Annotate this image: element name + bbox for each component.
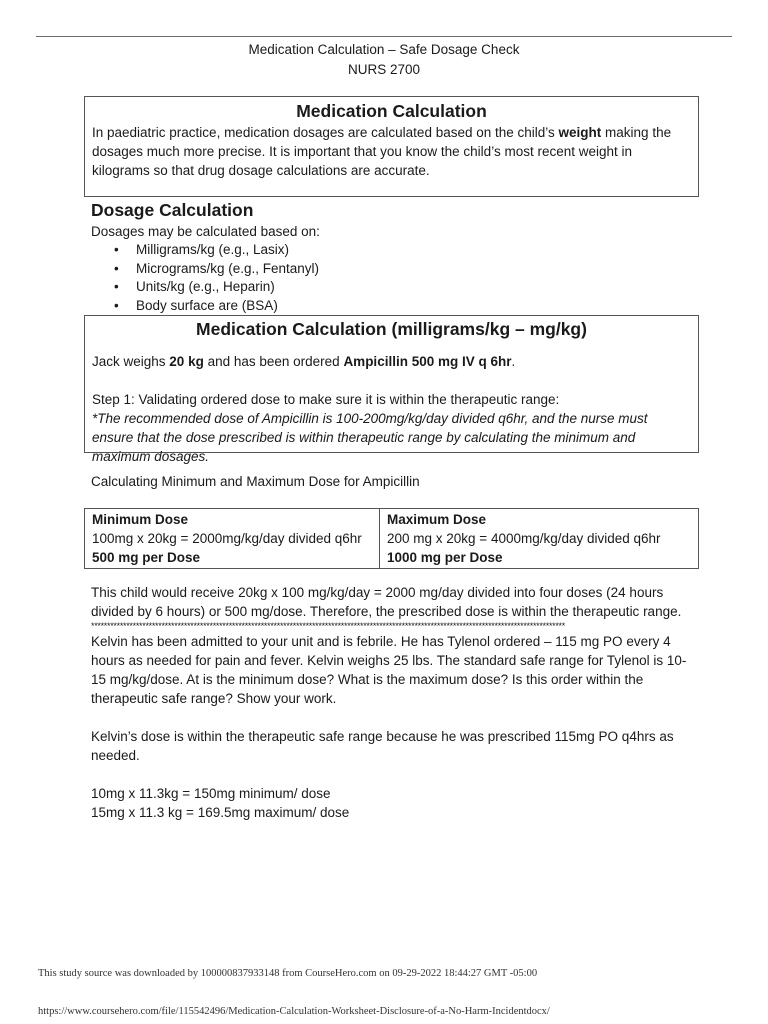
list-item (114, 241, 691, 260)
order-weight: 20 kg (169, 354, 204, 369)
order-drug: Ampicillin 500 mg IV q 6hr (343, 354, 512, 369)
step1-text: Step 1: Validating ordered dose to make sure it is within the therapeutic range: (92, 392, 560, 407)
intro-text-after: making the dosages much more precise. It is important that you know the child’s most recent weight in kilograms so that drug dosage calculations are accurate. (92, 125, 672, 178)
work-max-line: 15mg x 11.3 kg = 169.5mg maximum/ dose (91, 805, 350, 820)
min-dose-formula: 100mg x 20kg = 2000mg/kg/day divided q6hr (92, 531, 362, 546)
min-dose-header: Minimum Dose (92, 512, 189, 527)
intro-paragraph (92, 123, 691, 180)
intro-bold-word: weight (558, 125, 602, 140)
intro-box (84, 96, 699, 197)
intro-text-before: In paediatric practice, medication dosages are calculated based on the child’s (92, 125, 559, 140)
order-middle: and has been ordered (203, 354, 344, 369)
document-title: Medication Calculation – Safe Dosage Check (248, 42, 520, 57)
list-item-text: Micrograms/kg (e.g., Fentanyl) (136, 260, 320, 276)
bullet-icon: • (114, 242, 119, 257)
conclusion-paragraph: This child would receive 20kg x 100 mg/kg/day = 2000 mg/day divided into four doses (24 hours divided by 6 hours) or 500 mg/dose. Therefore, the prescribed dose is within the therapeutic range. (91, 585, 682, 619)
order-sentence (92, 352, 691, 371)
asterisk-separator: **************************************************************************************************************************************************** (91, 621, 565, 631)
table-row (85, 509, 699, 569)
order-prefix: Jack weighs (92, 354, 170, 369)
kelvin-question: Kelvin has been admitted to your unit and is febrile. He has Tylenol ordered – 115 mg PO every 4 hours as needed for pain and fever. Kelvin weighs 25 lbs. The standard safe range for Tylenol is 10-15 mg/kg/dose. At is the minimum dose? What is the maximum dose? Is this order within the therapeutic safe range? Show your work. (91, 634, 687, 706)
course-code: NURS 2700 (347, 62, 421, 77)
list-item (114, 297, 691, 316)
body-block (91, 583, 691, 822)
calc-title: Calculating Minimum and Maximum Dose for Ampicillin (91, 474, 420, 489)
bullet-icon: • (114, 279, 119, 294)
document-header (0, 40, 768, 80)
bullet-icon: • (114, 297, 119, 313)
list-item (114, 278, 691, 297)
download-notice: This study source was downloaded by 100000837933148 from CourseHero.com on 09-29-2022 18:44:27 GMT -05:00 (38, 968, 538, 979)
min-dose-result: 500 mg per Dose (92, 550, 201, 565)
dosage-intro: Dosages may be calculated based on: (91, 224, 320, 239)
list-item-text: Body surface are (BSA) (136, 297, 278, 313)
dosage-heading: Dosage Calculation (91, 200, 254, 220)
top-divider (36, 36, 732, 37)
list-item-text: Milligrams/kg (e.g., Lasix) (136, 242, 290, 257)
max-dose-formula: 200 mg x 20kg = 4000mg/kg/day divided q6hr (387, 531, 661, 546)
dosage-list (114, 241, 691, 315)
dose-table (84, 508, 699, 569)
mgkg-box-title: Medication Calculation (milligrams/kg – mg/kg) (196, 319, 587, 339)
min-dose-cell (85, 509, 380, 569)
max-dose-result: 1000 mg per Dose (387, 550, 503, 565)
work-min-line: 10mg x 11.3kg = 150mg minimum/ dose (91, 786, 331, 801)
order-suffix: . (511, 354, 516, 369)
mgkg-box (84, 315, 699, 464)
source-url[interactable]: https://www.coursehero.com/file/115542496/Medication-Calculation-Worksheet-Disclosure-of-a-No-Harm-Incidentdocx/ (38, 1006, 550, 1017)
list-item (114, 260, 691, 279)
kelvin-answer: Kelvin’s dose is within the therapeutic safe range because he was prescribed 115mg PO q4hrs as needed. (91, 729, 674, 763)
intro-box-title: Medication Calculation (296, 101, 487, 121)
max-dose-cell (380, 509, 699, 569)
dosage-section (91, 198, 691, 315)
bullet-icon: • (114, 260, 119, 276)
recommended-dose-note: *The recommended dose of Ampicillin is 100-200mg/kg/day divided q6hr, and the nurse must ensure that the dose prescribed is within therapeutic range by calculating the minimum and maximum dosages. (92, 411, 648, 464)
list-item-text: Units/kg (e.g., Heparin) (136, 279, 275, 294)
max-dose-header: Maximum Dose (387, 512, 487, 527)
